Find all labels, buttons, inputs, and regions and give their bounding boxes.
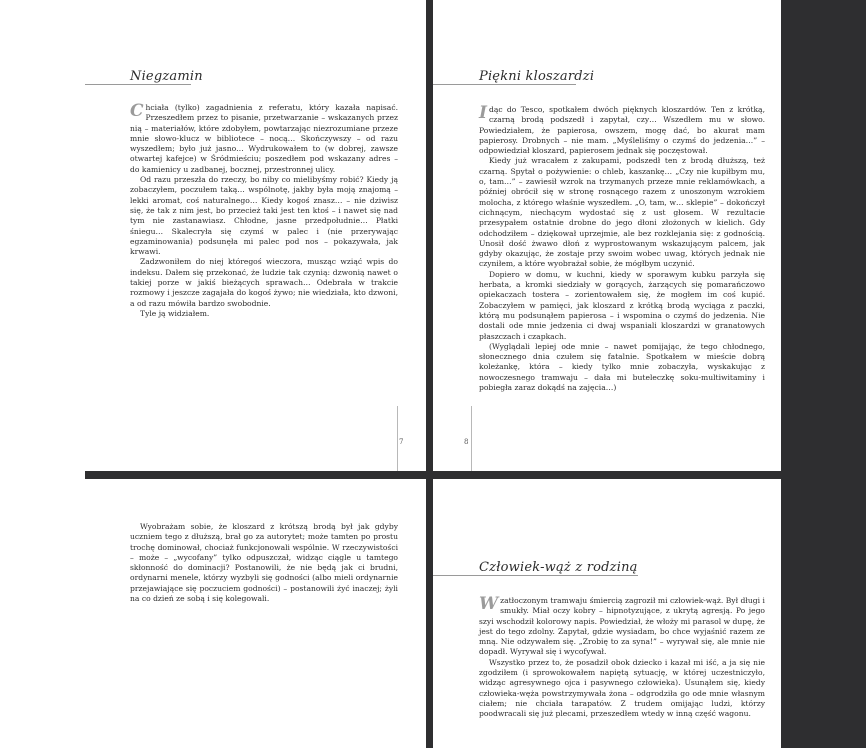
page-number: 8 (464, 438, 469, 446)
paragraph: Dopiero w domu, w kuchni, kiedy w sporawym kubku parzyła się herbata, a kromki siedziały w gorących, żarzących się pomarańczowo opiekaczach tostera – zorientowałem się, że mogłem im coś kupić. Zobaczyłem w pamięci, jak kloszard z krótką brodą wyciąga z paczki, którą mu podsunąłem papierosa – i wspomina o czymś do jedzenia. Nie dostali ode mnie jedzenia ci dwaj wspaniali kloszardzi w granatowych płaszczach i czapkach. (479, 269, 765, 341)
title-rule (85, 84, 191, 85)
paragraph: Wszystko przez to, że posadził obok dziecko i kazał mi iść, a ja się nie zgodziłem (i sprowokowałem napiętą sytuację, w której uczestniczyło, widząc agresywnego ojca i pasywnego człowieka). Usunąłem się, kiedy człowieka-węża powstrzymywała żona – odgrodziła go ode mnie własnym ciałem; nie chciała tarapatów. Z trudem omijając ludzi, którzy poodwracali się już plecami, przeszedłem wtedy w inną część wagonu. (479, 657, 765, 719)
chapter-title: Piękni kloszardzi (479, 69, 595, 84)
paragraph: Od razu przeszła do rzeczy, bo niby co mielibyśmy robić? Kiedy ją zobaczyłem, poczułem taką… wspólnotę, jakby była moją znajomą – lekki aromat, coś naturalnego… Kiedy kogoś znasz… – nie dziwisz się, że tak z nim jest, bo przecież taki jest ten ktoś – i nawet się nad tym nie zastanawiasz. Chłodne, jasne przedpołudnie… Płatki śniegu… Skalecryła się czymś w palec i (nie przerywając egzaminowania) podsunęła mi palec pod nos – pokazywała, jak krwawi. (130, 175, 398, 257)
paragraph: Tyle ją widziałem. (140, 308, 210, 318)
drop-cap: C (130, 101, 144, 121)
page-body (130, 103, 398, 319)
page-gutter (426, 0, 433, 748)
page-9 (85, 479, 426, 748)
paragraph: Kiedy już wracałem z zakupami, podszedł ten z brodą dłuższą, też czarną. Spytał o pożywienie: o chleb, kaszankę… „Czy nie kupiłbym mu, o, tam…” – zawiesił wzrok na trzymanych przeze mnie reklamówkach, a później obrócił się w stronę rosnącego razem z unoszonym wzrokiem molocha, z którego właśnie wyszedłem. „O, tam, w… sklepie” – dokończył cichnącym, niechącym wydostać się z ust głosem. W rezultacie przesypałem ostatnie drobne do jego dłoni złożonych w kielich. Gdy odchodziłem – dziękował uprzejmie, ale bez rozklejania się: z godnością. Unosił dość żwawo dłoń z wyprostowanym wskazującym palcem, jak gdyby okazując, że zostaje przy swoim wobec uwag, których jednak nie czyniłem, a które wyobrażał sobie, że mógłbym uczynić. (479, 156, 765, 269)
drop-cap: I (479, 103, 487, 123)
paragraph: Idąc do Tesco, spotkałem dwóch pięknych kloszardów. Ten z krótką, czarną brodą podszedł i zapytał, czy… Wszedłem mu w słowo. Powiedziałem, że papierosa, owszem, mogę dać, bo akurat mam papierosy. Drobnych – nie mam. „Myśleliśmy o czymś do jedzenia…” – odpowiedział kloszard, papierosem jednak się poczęstował. (479, 103, 765, 156)
page-number: 7 (399, 438, 404, 446)
page-edge-rule (397, 406, 398, 471)
chapter-title: Niegzamin (130, 69, 203, 84)
paragraph: Chciała (tylko) zagadnienia z referatu, który kazała napisać. Przeszedłem przez to pisanie, przetwarzanie – wskazanych przez nią – materiałów, które zdobyłem, powtarzając niezrozumiane przeze mnie słowo-klucz w bibliotece – nocą… Skończywszy – od razu wyszedłem; było już jasno… Wydrukowałem to (w dobrej, zawsze otwartej kafejce) w Śródmieściu; poszedłem pod wskazany adres – do kamienicy u zadbanej, bocznej, przestronnej ulicy. (130, 101, 398, 174)
page-row-gap (85, 471, 781, 479)
page-10 (433, 479, 781, 748)
title-rule (433, 84, 576, 85)
page-8 (433, 0, 781, 471)
chapter-title: Człowiek-wąż z rodziną (479, 560, 638, 575)
page-body (479, 105, 765, 393)
drop-cap: W (479, 594, 499, 614)
paragraph: Wyobrażam sobie, że kloszard z krótszą brodą był jak gdyby uczniem tego z dłuższą, brał go za autorytet; może tamten po prostu trochę dominował, chociaż funkcjonowali wspólnie. W rzeczywistości – może – „wycofany” tylko odpuszczał, widząc ciągle u tamtego skłonność do dominacji? Postanowili, że nie będą jak ci brudni, ordynarni menele, którzy wyzbyli się godności (albo mieli ordynarnie przejawiające się poczuciem godności) – postanowili żyć inaczej; żyli na co dzień ze sobą i się kolegowali. (130, 522, 398, 604)
page-7 (85, 0, 426, 471)
right-margin (781, 0, 866, 748)
page-body (130, 522, 398, 604)
paragraph: Zadzwoniłem do niej któregoś wieczora, musząc wziąć wpis do indeksu. Dałem się przekonać, że ludzie tak czynią: dzwonią nawet o takiej porze w jakiś bieżących sprawach… Odebrała w trakcie rozmowy i jeszcze zagajała do kogoś żywo; nie wiedziała, kto dzwoni, a od razu mówiła bardzo swobodnie. (130, 257, 398, 308)
paragraph: (Wyglądali lepiej ode mnie – nawet pomijając, że tego chłodnego, słonecznego dnia czułem się fatalnie. Spotkałem w mieście dobrą koleżankę, która – kiedy tylko mnie zobaczyła, wyskakując z nowoczesnego tramwaju – dała mi buteleczkę soku-multiwitaminy i pobiegła zaraz dokądś na zajęcia…) (479, 341, 765, 393)
page-edge-rule (471, 406, 472, 471)
left-margin (0, 0, 85, 748)
page-body (479, 596, 765, 720)
title-rule (433, 575, 638, 576)
paragraph: Wzatłoczonym tramwaju śmiercią zagroził mi człowiek-wąż. Był długi i smukły. Miał oczy kobry – hipnotyzujące, z ukrytą agresją. Po jego szyi wschodził kolorowy napis. Powiedział, że włoży mi parasol w dupę, że jest do tego zdolny. Zapytał, gdzie wysiadam, bo chce wyjaśnić razem ze mną. Nie odzywałem się. „Zrobię to za syna!” – wyrywał się, ale mnie nie dopadł. Wyrywał się i wycofywał. (479, 594, 765, 657)
